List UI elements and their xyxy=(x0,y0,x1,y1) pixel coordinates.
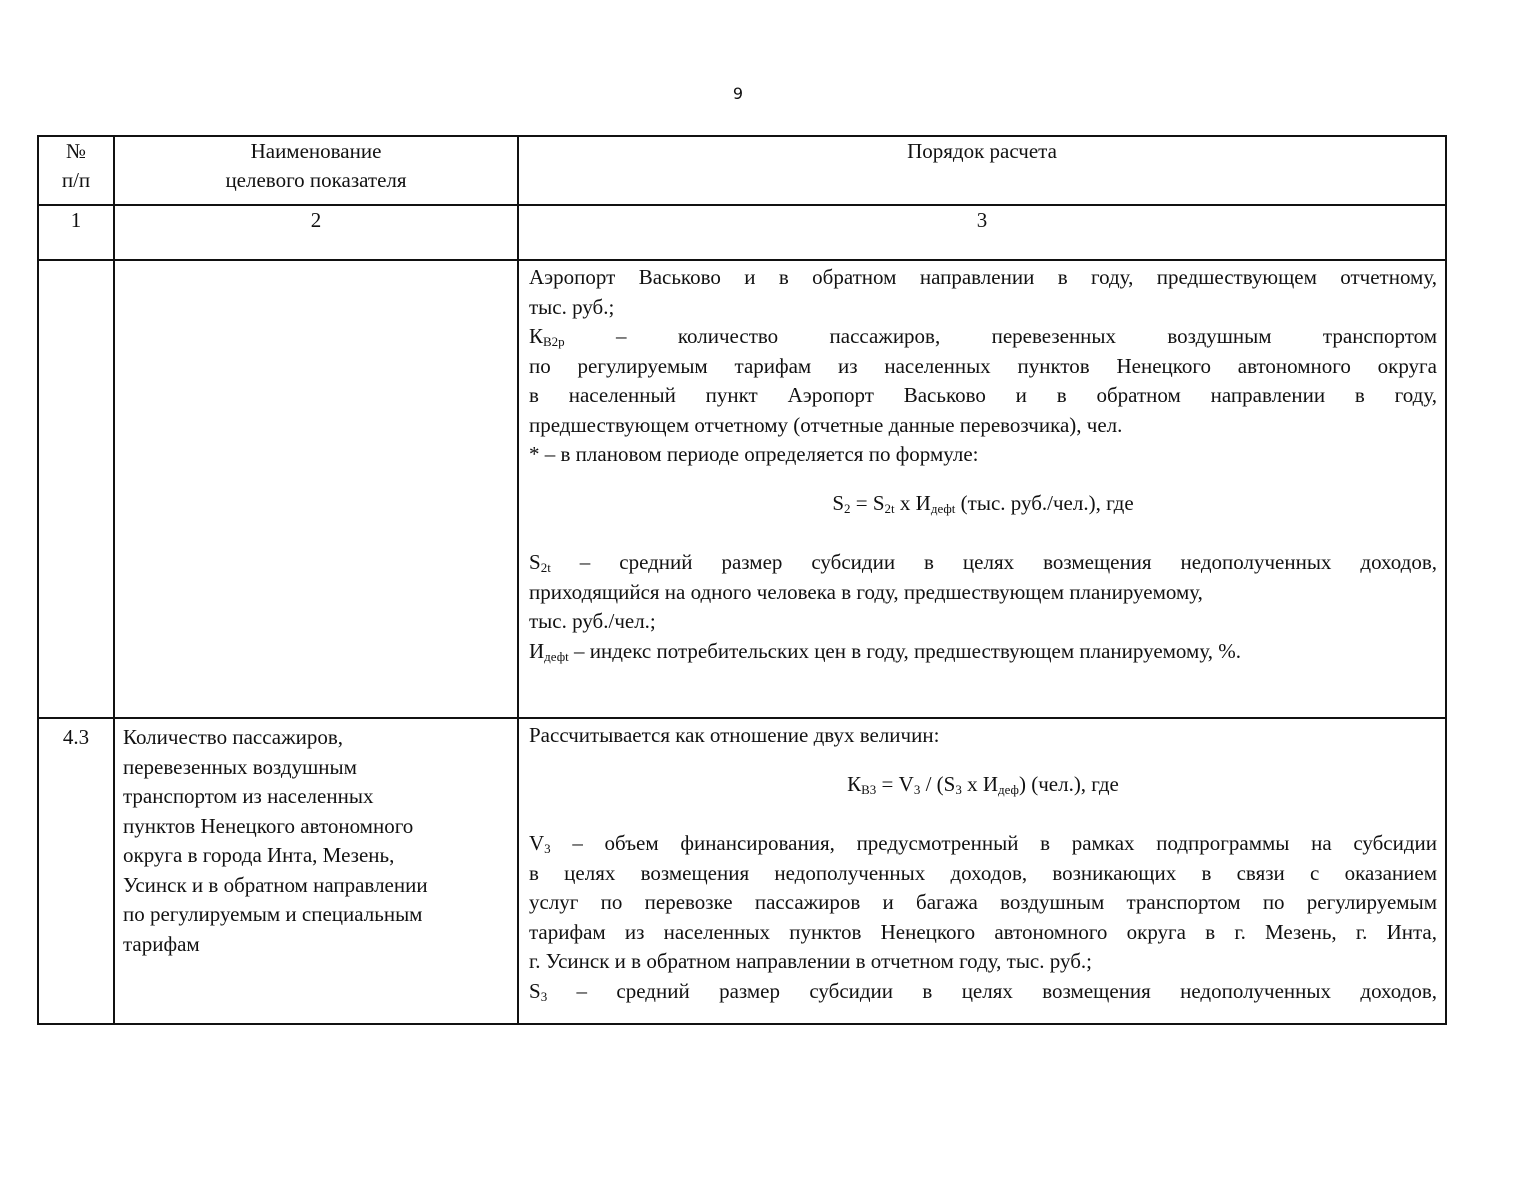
column-number-1: 1 xyxy=(38,205,114,260)
indicator-name-line: тарифам xyxy=(123,931,200,956)
header-number-label: № п/п xyxy=(61,139,91,192)
column-number-2: 2 xyxy=(114,205,518,260)
formula-kv3: $К_{В3} = V_3 / (S_3$ х $И_{деф}$) (чел.), где xyxy=(847,771,1119,797)
row-number: 4.3 xyxy=(38,718,114,1024)
indicator-name-line: по регулируемым и специальным xyxy=(123,902,423,926)
indicator-name-line: Количество пассажиров, xyxy=(123,725,344,749)
v3-definition-line5: г. Усинск и в обратном направлении в отчетном году, тыс. руб.; xyxy=(529,949,1092,973)
header-name-line1: Наименование xyxy=(250,139,382,163)
calculation-procedure-cell xyxy=(518,718,1446,1024)
page-number: 9 xyxy=(732,84,744,103)
indicator-table xyxy=(37,135,1447,1025)
table-row-4-3 xyxy=(38,718,1446,1024)
kv2p-definition-line1: $К_{В2р}$ – количество пассажиров, перевезенных воздушным транспортом xyxy=(529,324,1437,349)
calculation-intro: Рассчитывается как отношение двух величин: xyxy=(529,723,940,747)
text-line: Аэропорт Васьково и в обратном направлении в году, предшествующем отчетному, xyxy=(529,265,1437,289)
ideft-definition: $И_{дефt}$ – индекс потребительских цен в году, предшествующем планируемому, %. xyxy=(529,638,1241,664)
indicator-name-line: перевезенных воздушным xyxy=(123,754,357,779)
column-number-3: 3 xyxy=(518,205,1446,260)
indicator-name-line: Усинск и в обратном направлении xyxy=(123,872,428,897)
header-calculation-procedure: Порядок расчета xyxy=(518,136,1446,205)
row-name-empty xyxy=(114,260,518,718)
indicator-name-line: транспортом из населенных xyxy=(123,784,374,808)
header-name-line2: целевого показателя xyxy=(225,168,407,192)
header-number xyxy=(38,136,114,205)
s2t-definition-line1: $S_{2t}$ – средний размер субсидии в целях возмещения недополученных доходов, xyxy=(529,550,1437,575)
s3-definition-line1: $S_3$ – средний размер субсидии в целях возмещения недополученных доходов, xyxy=(529,978,1437,1004)
column-numbers-row xyxy=(38,205,1446,260)
text-line: тыс. руб.; xyxy=(529,294,615,319)
kv2p-definition-line3: в населенный пункт Аэропорт Васьково и в обратном направлении в году, xyxy=(529,383,1437,407)
s2t-definition-line3: тыс. руб./чел.; xyxy=(529,609,656,633)
calculation-continued-cell xyxy=(518,260,1446,718)
v3-definition-line1: $V_3$ – объем финансирования, предусмотренный в рамках подпрограммы на субсидии xyxy=(529,831,1437,856)
v3-definition-line4: тарифам из населенных пунктов Ненецкого автономного округа в г. Мезень, г. Инта, xyxy=(529,919,1437,944)
s2t-definition-line2: приходящийся на одного человека в году, предшествующем планируемому, xyxy=(529,579,1203,604)
indicator-name-cell xyxy=(114,718,518,1024)
kv2p-definition-line4: предшествующем отчетному (отчетные данные перевозчика), чел. xyxy=(529,412,1123,437)
v3-definition-line2: в целях возмещения недополученных доходов, возникающих в связи с оказанием xyxy=(529,860,1437,885)
table-header-row xyxy=(38,136,1446,205)
table-row-continued xyxy=(38,260,1446,718)
formula-s2: $S_2 = S_{2t}$ х $И_{дефt}$ (тыс. руб./чел.), где xyxy=(832,490,1134,516)
indicator-name-line: округа в города Инта, Мезень, xyxy=(123,843,395,867)
indicator-name-line: пунктов Ненецкого автономного xyxy=(123,813,414,838)
v3-definition-line3: услуг по перевозке пассажиров и багажа воздушным транспортом по регулируемым xyxy=(529,890,1437,914)
row-number-empty xyxy=(38,260,114,718)
kv2p-definition-line2: по регулируемым тарифам из населенных пунктов Ненецкого автономного округа xyxy=(529,353,1437,378)
planning-period-note: * – в плановом периоде определяется по формуле: xyxy=(529,442,979,466)
header-indicator-name xyxy=(114,136,518,205)
